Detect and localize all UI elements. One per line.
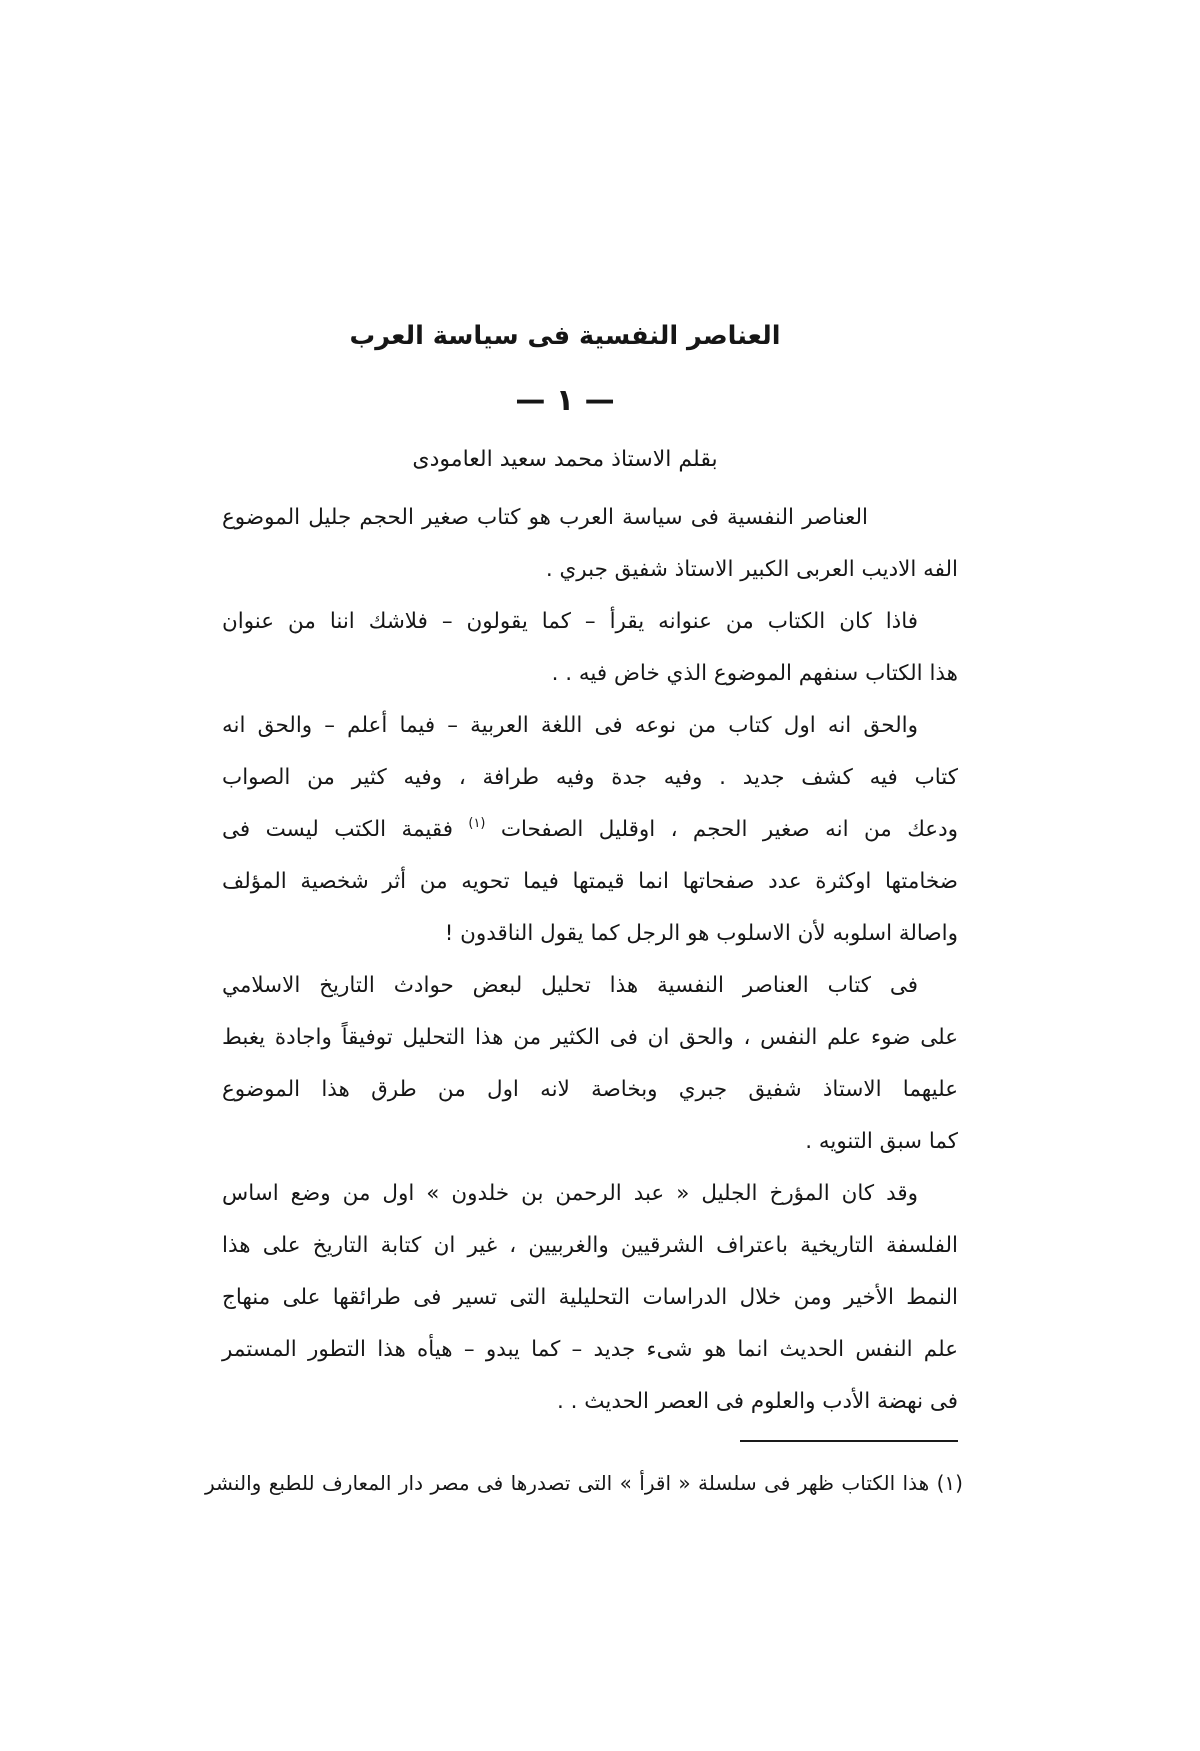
- line-text: ضخامتها اوكثرة عدد صفحاتها انما قيمتها فيما تحويه من أثر شخصية المؤلف: [222, 869, 958, 894]
- footnote-text: هذا الكتاب ظهر فى سلسلة « اقرأ » التى تصدرها فى مصر دار المعارف للطبع والنشر: [204, 1471, 930, 1495]
- text-line: [222, 544, 958, 596]
- line-text: والحق انه اول كتاب من نوعه فى اللغة العربية – فيما أعلم – والحق انه: [222, 713, 918, 738]
- line-text: النمط الأخير ومن خلال الدراسات التحليلية التى تسير فى طرائقها على منهاج: [222, 1285, 958, 1310]
- text-line: [222, 1272, 958, 1324]
- text-line: [222, 1220, 958, 1272]
- text-line: [222, 752, 958, 804]
- text-line: [222, 648, 958, 700]
- text-line: [222, 908, 958, 960]
- paragraph: [222, 1168, 958, 1428]
- line-text: العناصر النفسية فى سياسة العرب هو كتاب صغير الحجم جليل الموضوع: [222, 505, 868, 530]
- line-text: فى نهضة الأدب والعلوم فى العصر الحديث . .: [557, 1389, 958, 1414]
- line-text: عليهما الاستاذ شفيق جبري وبخاصة لانه اول من طرق هذا الموضوع: [222, 1077, 958, 1102]
- text-line: [222, 856, 958, 908]
- footnote-reference: (١): [468, 816, 486, 831]
- article-body: [222, 492, 958, 1428]
- text-line: [222, 960, 958, 1012]
- line-text: فى كتاب العناصر النفسية هذا تحليل لبعض حوادث التاريخ الاسلامي: [222, 973, 918, 998]
- line-text: واصالة اسلوبه لأن الاسلوب هو الرجل كما يقول الناقدون !: [444, 921, 958, 946]
- text-line: [222, 700, 958, 752]
- text-line: [222, 596, 958, 648]
- byline-line: [395, 438, 735, 482]
- footnote-line: [205, 1462, 963, 1504]
- paragraph: [222, 596, 958, 700]
- line-text: وقد كان المؤرخ الجليل « عبد الرحمن بن خلدون » اول من وضع اساس: [222, 1181, 918, 1206]
- line-text: كتاب فيه كشف جديد . وفيه جدة وفيه طرافة ، وفيه كثير من الصواب: [222, 765, 958, 790]
- text-line: [222, 1012, 958, 1064]
- byline-block: [395, 438, 735, 482]
- footnote-separator: [740, 1440, 958, 1442]
- text-line: [222, 1168, 958, 1220]
- paragraph: [222, 492, 958, 596]
- line-text: الفه الاديب العربى الكبير الاستاذ شفيق جبري .: [545, 557, 958, 582]
- article-title: العناصر النفسية فى سياسة العرب: [349, 321, 781, 351]
- text-line: [222, 1064, 958, 1116]
- text-line: [222, 492, 958, 544]
- line-text-before-reference: ودعك من انه صغير الحجم ، اوقليل الصفحات: [500, 817, 958, 842]
- article-part-number-block: [465, 378, 665, 424]
- line-text: الفلسفة التاريخية باعتراف الشرقيين والغربيين ، غير ان كتابة التاريخ على هذا: [222, 1233, 958, 1258]
- paragraph: [222, 700, 958, 960]
- line-text-after-reference: فقيمة الكتب ليست فى: [222, 817, 453, 842]
- byline: بقلم الاستاذ محمد سعيد العامودى: [412, 447, 718, 472]
- footnote-marker: (١): [936, 1471, 963, 1495]
- article-part-number-line: [465, 378, 665, 424]
- footnote: [205, 1462, 963, 1504]
- text-line: [222, 1116, 958, 1168]
- article-part-number: — ١ —: [515, 383, 615, 418]
- line-text: علم النفس الحديث انما هو شىء جديد – كما يبدو – هيأه هذا التطور المستمر: [222, 1337, 958, 1362]
- line-text: فاذا كان الكتاب من عنوانه يقرأ – كما يقولون – فلاشك اننا من عنوان: [222, 609, 918, 634]
- line-text: كما سبق التنويه .: [805, 1129, 958, 1154]
- text-line: [222, 804, 958, 856]
- article-title-block: [345, 308, 785, 364]
- line-text: هذا الكتاب سنفهم الموضوع الذي خاض فيه . .: [551, 661, 958, 686]
- text-line: [222, 1376, 958, 1428]
- line-text: [222, 804, 958, 856]
- paragraph: [222, 960, 958, 1168]
- footnote-content: [205, 1462, 963, 1504]
- line-text: على ضوء علم النفس ، والحق ان فى الكثير من هذا التحليل توفيقاً واجادة يغبط: [222, 1025, 958, 1050]
- article-title-line: [345, 308, 785, 364]
- text-line: [222, 1324, 958, 1376]
